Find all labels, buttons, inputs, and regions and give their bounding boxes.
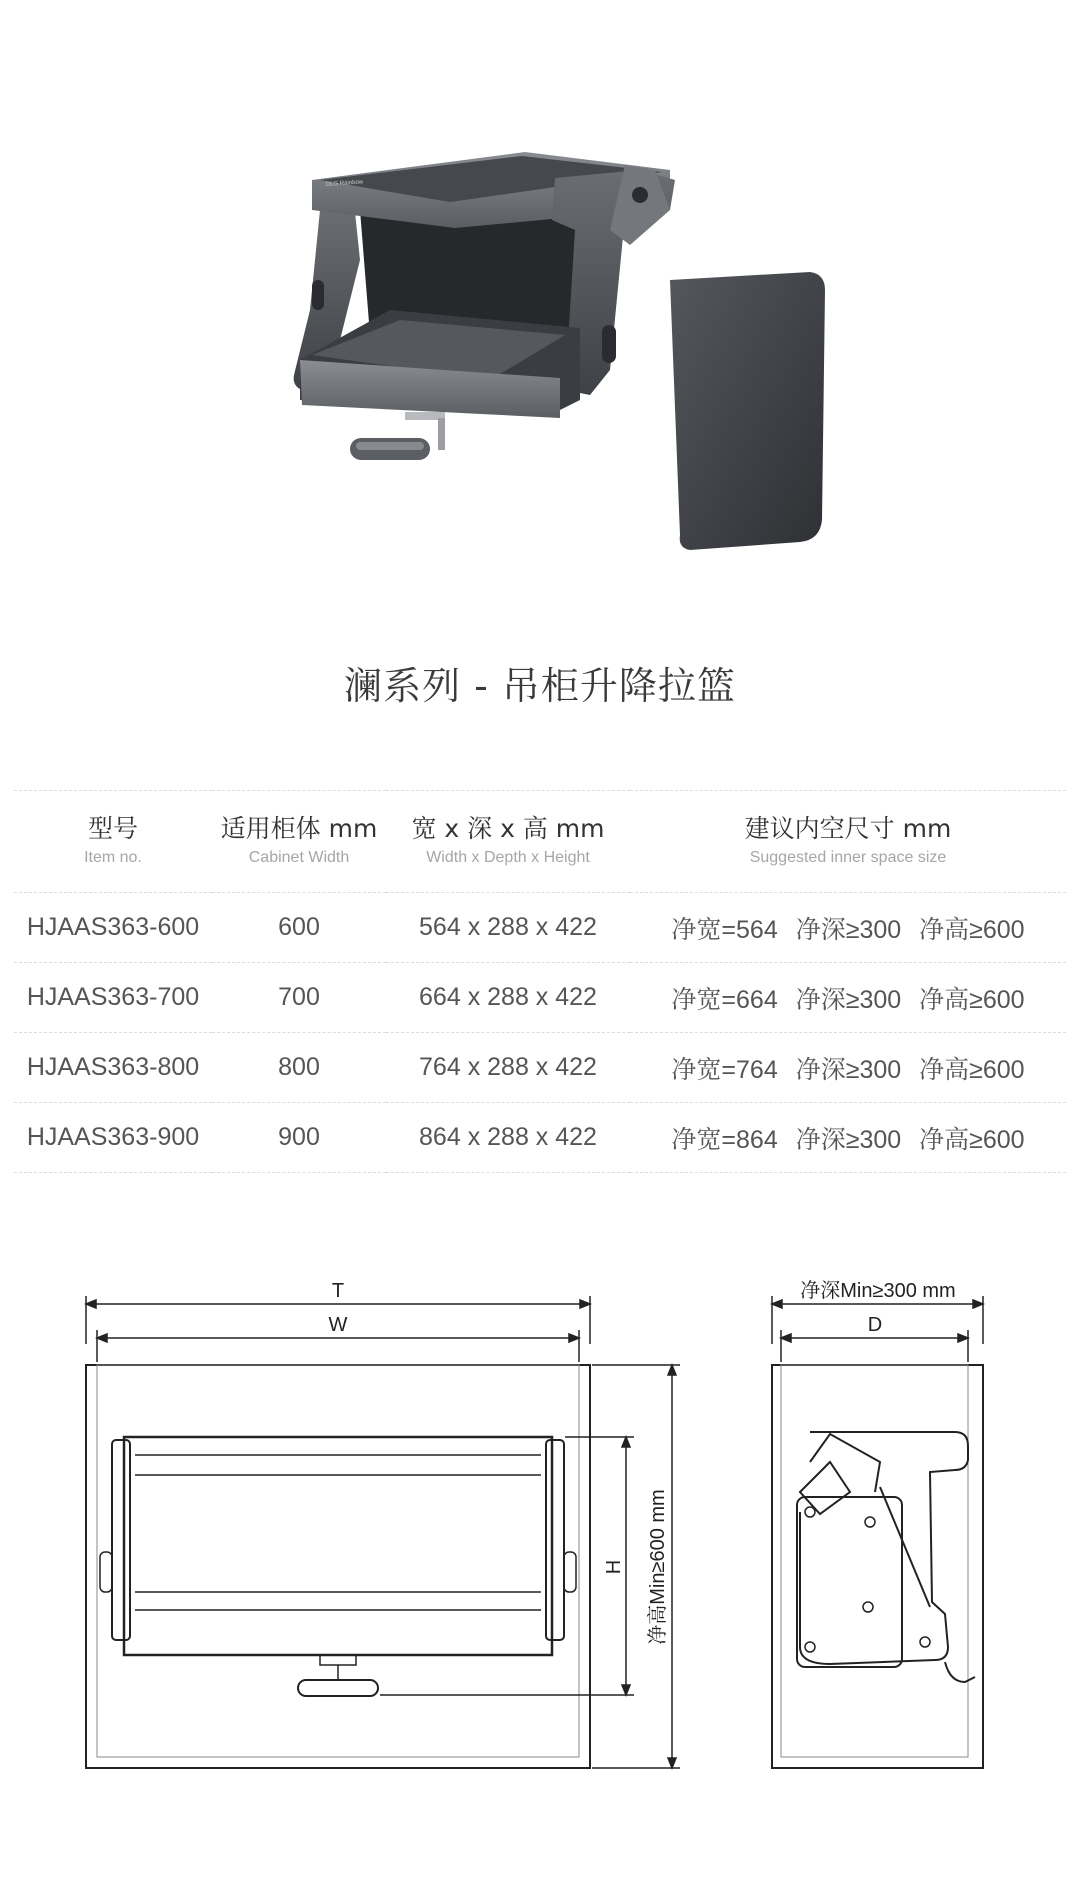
header-label: 宽 x 深 x 高 mm bbox=[411, 813, 605, 843]
dimensions: 664 x 288 x 422 bbox=[386, 963, 630, 1033]
net-depth: 净深≥300 bbox=[795, 1055, 902, 1084]
net-depth: 净深≥300 bbox=[795, 915, 902, 944]
cabinet-width: 800 bbox=[212, 1033, 386, 1103]
net-width: 净宽=764 bbox=[671, 1055, 778, 1084]
item-no: HJAAS363-800 bbox=[14, 1033, 212, 1103]
net-height: 净高≥600 bbox=[919, 1125, 1025, 1154]
brand-text: DLG Rainbow bbox=[325, 179, 364, 188]
header-label: 适用柜体 mm bbox=[220, 813, 378, 843]
dim-label-h: H bbox=[603, 1559, 625, 1575]
dimensions: 864 x 288 x 422 bbox=[386, 1103, 630, 1173]
inner-space bbox=[630, 963, 1066, 1033]
net-height: 净高≥600 bbox=[919, 985, 1025, 1014]
dim-label-min-depth: 净深Min≥300 mm bbox=[800, 1280, 956, 1302]
dimensions: 764 x 288 x 422 bbox=[386, 1033, 630, 1103]
header-sublabel: Suggested inner space size bbox=[749, 848, 947, 866]
net-width: 净宽=564 bbox=[671, 915, 778, 944]
table-row bbox=[14, 893, 1066, 963]
inner-space bbox=[630, 893, 1066, 963]
header-dimensions bbox=[386, 791, 630, 893]
dim-label-w: W bbox=[328, 1314, 348, 1336]
cabinet-width: 600 bbox=[212, 893, 386, 963]
spec-table bbox=[14, 790, 1066, 1173]
cabinet-width: 900 bbox=[212, 1103, 386, 1173]
net-height: 净高≥600 bbox=[919, 915, 1025, 944]
technical-drawings bbox=[0, 1262, 1080, 1862]
dim-label-min-height: 净高Min≥600 mm bbox=[647, 1489, 669, 1645]
net-depth: 净深≥300 bbox=[795, 985, 902, 1014]
dim-label-d: D bbox=[867, 1314, 883, 1336]
table-row bbox=[14, 1033, 1066, 1103]
item-no: HJAAS363-600 bbox=[14, 893, 212, 963]
header-sublabel: Width x Depth x Height bbox=[426, 848, 590, 866]
side-view-drawing bbox=[772, 1279, 983, 1768]
header-label: 型号 bbox=[87, 813, 138, 843]
dimensions: 564 x 288 x 422 bbox=[386, 893, 630, 963]
dim-label-t: T bbox=[331, 1280, 345, 1302]
inner-space bbox=[630, 1033, 1066, 1103]
net-height: 净高≥600 bbox=[919, 1055, 1025, 1084]
front-view-drawing bbox=[86, 1280, 680, 1768]
header-sublabel: Item no. bbox=[84, 848, 142, 866]
header-inner-space bbox=[630, 791, 1066, 893]
header-cabinet-width bbox=[212, 791, 386, 893]
header-label: 建议内空尺寸 mm bbox=[744, 813, 952, 843]
cabinet-width: 700 bbox=[212, 963, 386, 1033]
header-sublabel: Cabinet Width bbox=[248, 848, 350, 866]
item-no: HJAAS363-700 bbox=[14, 963, 212, 1033]
table-row bbox=[14, 963, 1066, 1033]
product-photo bbox=[290, 150, 850, 580]
net-width: 净宽=664 bbox=[671, 985, 778, 1014]
item-no: HJAAS363-900 bbox=[14, 1103, 212, 1173]
inner-space bbox=[630, 1103, 1066, 1173]
net-width: 净宽=864 bbox=[671, 1125, 778, 1154]
table-header-row bbox=[14, 791, 1066, 893]
header-item bbox=[14, 791, 212, 893]
table-row bbox=[14, 1103, 1066, 1173]
net-depth: 净深≥300 bbox=[795, 1125, 902, 1154]
product-title: 澜系列 - 吊柜升降拉篮 bbox=[344, 664, 736, 708]
